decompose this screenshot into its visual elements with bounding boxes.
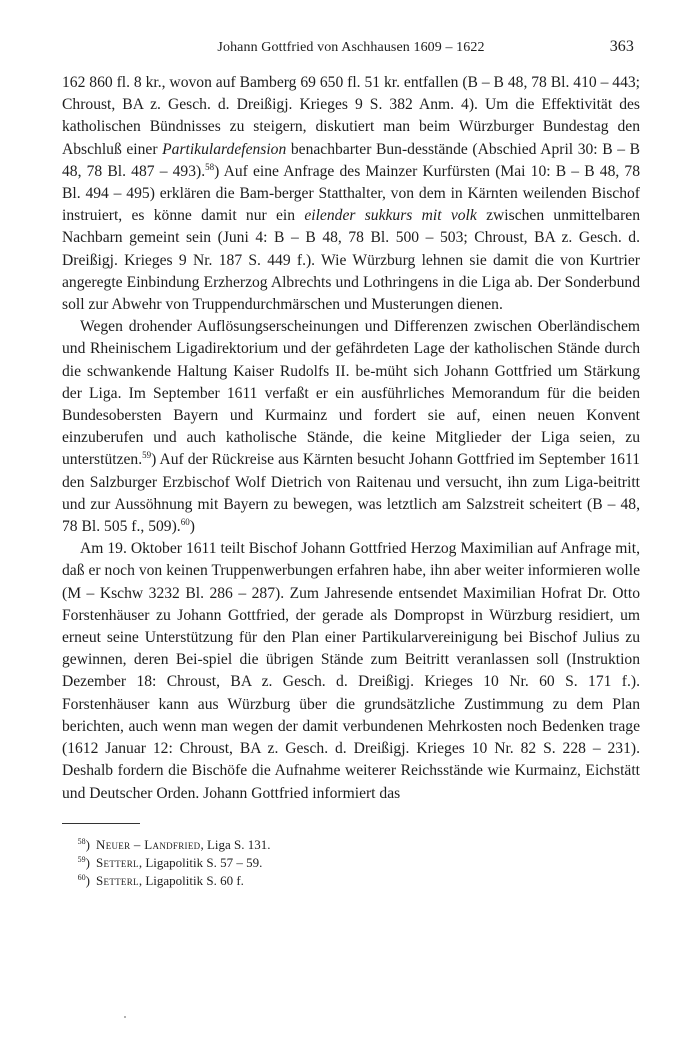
running-title: Johann Gottfried von Aschhausen 1609 – 1622 — [217, 40, 485, 55]
text-segment: ) Auf der Rückreise aus Kärnten besucht Johann Gottfried im September 1611 den Salzburger Erzbischof Wolf Dietrich von Raitenau und versucht, ihn zum Liga-beitritt und zur Aussöhnung mit Bayern zu bewegen, was letztlich am Salzstreit scheitert (B – 48, 78 Bl. 505 f., 509). — [62, 451, 640, 536]
paragraph-3 — [62, 538, 640, 804]
footnote-number: 59 — [77, 854, 86, 864]
footnote-author: Setterl — [96, 872, 139, 888]
footnote-divider — [62, 823, 140, 824]
text-segment: zwischen unmittelbaren Nachbarn gemeint sein (Juni 4: B – B 48, 78 Bl. 500 – 503; Chroust, BA z. Gesch. d. Dreißigj. Krieges 9 Nr. 187 S. 449 f.). Wie Würzburg lehnen sie damit die von Kurtrier angeregte Einbindung Erzherzog Albrechts und Lothringens in die Liga ab. Der Sonderbund soll zur Abwehr von Truppendurchmärschen und Musterungen dienen. — [62, 207, 641, 314]
running-head — [62, 40, 640, 66]
footnote-text: , Liga S. 131. — [200, 836, 271, 852]
footnote-60 — [62, 872, 640, 890]
footnote-marker: $^{60}$) — [77, 872, 90, 888]
footnote-number: 60 — [77, 872, 86, 882]
page-number: 363 — [609, 38, 634, 55]
footnote-59 — [62, 854, 640, 872]
paragraph-1 — [62, 72, 640, 316]
footnote-marker: $^{58}$) — [77, 836, 90, 852]
italic-quote: eilender sukkurs mit volk — [304, 207, 477, 225]
text-segment: Wegen drohender Auflösungserscheinungen und Differenzen zwischen Oberländischem und Rheinischem Ligadirektorium und der gefährdeten Lage der katholischen Stände durch die schwankende Haltung Kaiser Rudolfs II. be-müht sich Johann Gottfried um Stärkung der Liga. Im September 1611 verfaßt er ein ausführliches Memorandum für die beiden Bundesobersten Bayern und Kurmainz und fordert sie auf, einen neuen Konvent einzuberufen und auch katholische Stände, die keine Mitglieder der Liga seien, zu unterstützen. — [62, 318, 640, 469]
text-segment: ) — [189, 518, 195, 536]
footnote-ref-59[interactable]: 59 — [142, 450, 152, 461]
italic-term: Partikulardefension — [162, 140, 287, 158]
footnote-author: Neuer – Landfried — [96, 836, 201, 852]
footnotes — [62, 836, 640, 890]
text-segment: ) Auf eine Anfrage des Mainzer Kurfürsten (Mai 10: B – B 48, 78 Bl. 494 – 495) erklären die Bam-berger Statthalter, von dem in Kärnten weilenden Bischof instruiert, es könne damit nur ein — [62, 162, 641, 225]
page — [62, 40, 640, 890]
text-segment: 162 860 fl. 8 kr., wovon auf Bamberg 69 650 fl. 51 kr. entfallen (B – B 48, 78 Bl. 410 – 443; Chroust, BA z. Gesch. d. Dreißigj. Krieges 9 S. 382 Anm. 4). Um die Effektivität des katholischen Bündnisses zu steigern, diskutiert man beim Würzburger Bundestag den Abschluß einer — [62, 74, 640, 158]
paragraph-2 — [62, 316, 640, 538]
footnote-text: , Ligapolitik S. 57 – 59. — [138, 854, 263, 870]
text-segment: Am 19. Oktober 1611 teilt Bischof Johann Gottfried Herzog Maximilian auf Anfrage mit, daß er noch von keinen Truppenwerbungen erfahren habe, ihn aber weiter informieren wolle (M – Kschw 3232 Bl. 286 – 287). Zum Jahresende entsendet Maximilian Hofrat Dr. Otto Forstenhäuser zu Johann Gottfried, der gerade als Dompropst in Würzburg residiert, um erneut seine Unterstützung für den Plan einer Partikularvereinigung bei Bischof Julius zu gewinnen, deren Bei-spiel die übrigen Stände zum Beitritt veranlassen soll (Instruktion Dezember 18: Chroust, BA z. Gesch. d. Dreißigj. Krieges 10 Nr. 60 S. 171 f.). Forstenhäuser kann aus Würzburg über die grundsätzliche Zustimmung zu dem Plan berichten, auch wenn man wegen der damit verbundenen Mehrkosten noch Bedenken trage (1612 Januar 12: Chroust, BA z. Gesch. d. Dreißigj. Krieges 10 Nr. 82 S. 228 – 231). Deshalb fordern die Bischöfe die Aufnahme weiterer Reichsstände wie Kurmainz, Eichstätt und Deutscher Orden. Johann Gottfried informiert das — [62, 540, 640, 802]
body-text — [62, 72, 640, 805]
scan-speck — [124, 1016, 126, 1018]
footnote-58 — [62, 836, 640, 854]
footnote-author: Setterl — [96, 854, 139, 870]
footnote-ref-60[interactable]: 60 — [180, 517, 190, 528]
footnote-ref-58[interactable]: 58 — [205, 161, 215, 172]
text-segment: benachbarter Bun-desstände (Abschied April 30: B – B 48, 78 Bl. 487 – 493). — [62, 140, 640, 180]
footnote-number: 58 — [77, 836, 86, 846]
footnote-marker: $^{59}$) — [77, 854, 90, 870]
footnote-text: , Ligapolitik S. 60 f. — [138, 872, 244, 888]
